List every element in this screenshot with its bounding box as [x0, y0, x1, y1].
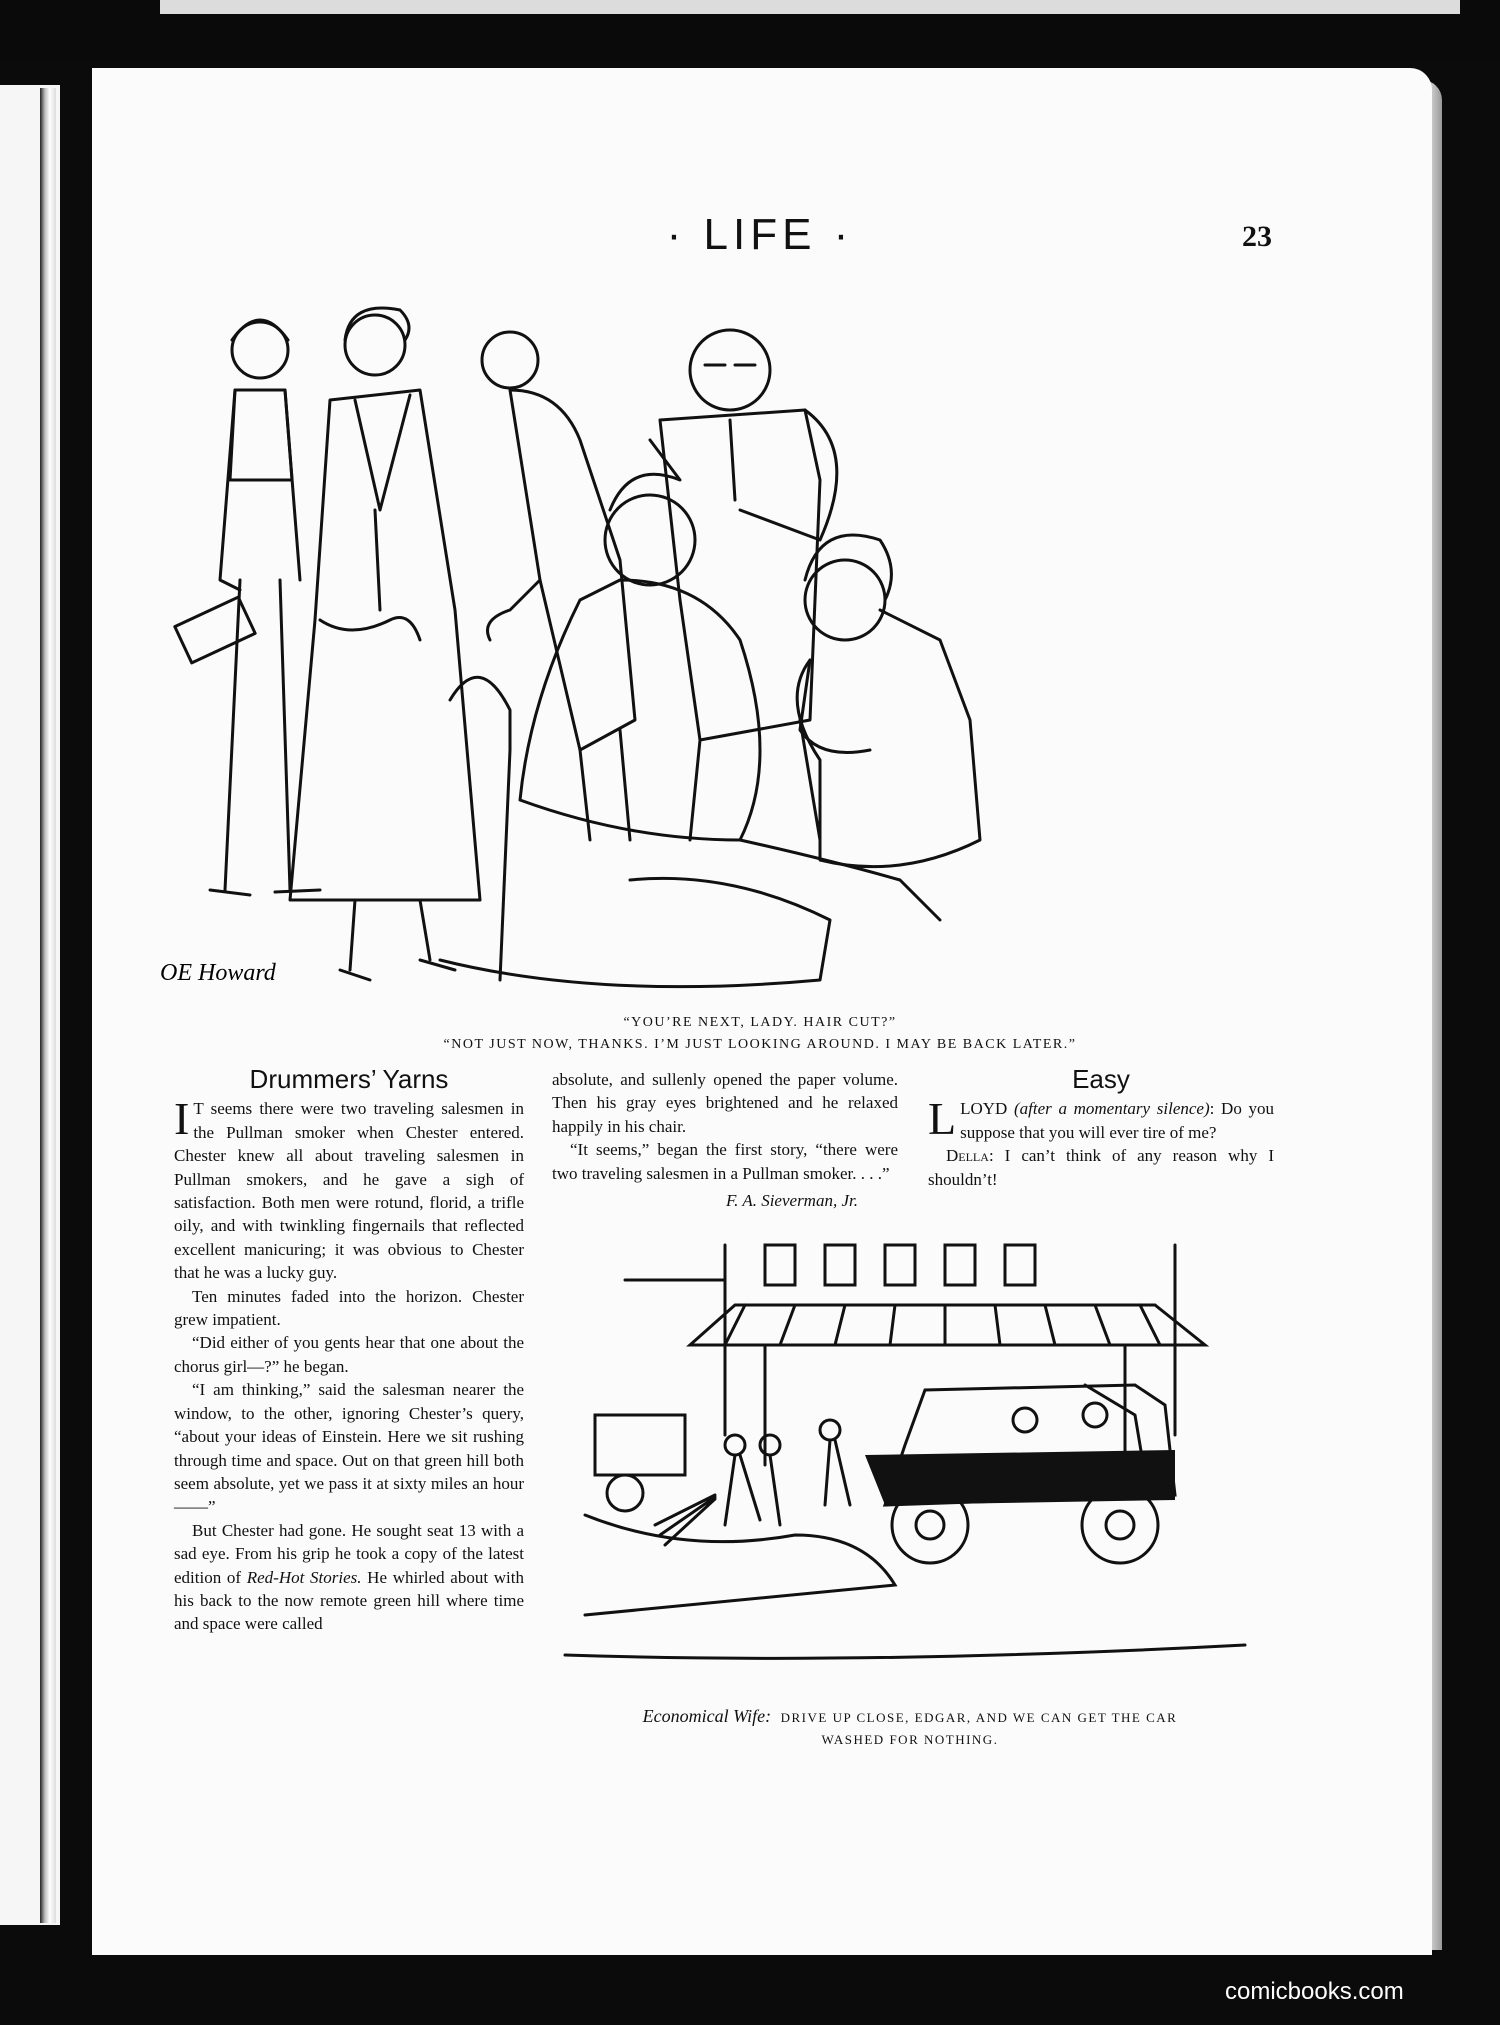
caption-line-1: “YOU’RE NEXT, LADY. HAIR CUT?” [623, 1015, 897, 1030]
story-paragraph-6: “It seems,” began the first story, “there were two traveling salesmen in a Pullman smoker. . . .” [552, 1140, 898, 1183]
story-column-2 [552, 1068, 898, 1212]
car-cartoon-caption [570, 1705, 1250, 1751]
cartoon-caption [330, 1012, 1190, 1056]
story-column-1 [174, 1064, 524, 1636]
story-paragraph-2: Ten minutes faded into the horizon. Chester grew impatient. [174, 1286, 524, 1330]
author-signature: F. A. Sieverman, Jr. [725, 1191, 858, 1211]
story-paragraph-1: T seems there were two traveling salesmen in the Pullman smoker when Chester entered. Chester knew all about traveling salesmen in Pullman smokers, and he gave a sigh of satisfaction. Both men were rotund, florid, a trifle oily, and with twinkling fingernails that reflected excellent manicuring; it was obvious to Chester that he was a lucky guy. [174, 1099, 524, 1283]
barber-shop-cartoon [160, 280, 1260, 1000]
stage-direction: (after a momentary silence) [1014, 1099, 1210, 1119]
caption-line-2: “NOT JUST NOW, THANKS. I’M JUST LOOKING AROUND. I MAY BE BACK LATER.” [443, 1037, 1077, 1052]
story-paragraph-5-a: But Chester had gone. He sought seat 13 with a sad eye. From his grip he took a copy of the latest edition of [174, 1520, 524, 1587]
artist-signature: OE Howard [160, 960, 276, 986]
page-number: 23 [1242, 220, 1272, 253]
della-line: I can’t think of any reason why I shouldn’t! [928, 1146, 1274, 1189]
story-paragraph-3: “Did either of you gents hear that one about the chorus girl—?” he began. [174, 1333, 524, 1376]
easy-column: Easy LLOYD (after a momentary silence): Do you suppose that you will ever tire of me? Della: I can’t think of any reason why I shouldn’t! [928, 1064, 1274, 1189]
story-paragraph-5-b: He whirled about with his back to the now remote green hill where time and space were called [174, 1567, 524, 1634]
car-caption-line-1: DRIVE UP CLOSE, EDGAR, AND WE CAN GET THE CAR [780, 1710, 1178, 1725]
car-caption-line-2: WASHED FOR NOTHING. [821, 1732, 999, 1747]
story-title: Drummers’ Yarns [249, 1064, 449, 1094]
book-spine [40, 88, 56, 1923]
magazine-title: Red-Hot Stories. [246, 1567, 362, 1587]
story-continuation: absolute, and sullenly opened the paper volume. Then his gray eyes brightened and he relaxed happily in his chair. [552, 1070, 898, 1136]
caption-speaker: Economical Wife: [642, 1706, 772, 1726]
speaker-lloyd: LOYD [960, 1099, 1008, 1119]
masthead: · LIFE · [666, 210, 854, 259]
car-wash-cartoon [565, 1235, 1265, 1685]
site-watermark: comicbooks.com [1225, 1978, 1404, 2005]
drop-cap: I [174, 1093, 190, 1145]
lloyd-line: Do you suppose that you will ever tire of me? [960, 1099, 1274, 1142]
story-paragraph-5 [174, 1519, 524, 1636]
speaker-della: Della [946, 1146, 989, 1166]
easy-title: Easy [1072, 1064, 1130, 1094]
easy-drop-cap: L [928, 1093, 957, 1145]
scan-top-edge [0, 0, 1500, 60]
story-paragraph-4: “I am thinking,” said the salesman nearer the window, to the other, ignoring Chester’s query, “about your ideas of Einstein. Here we sit rushing through time and space. Out on that green hill both seem absolute, yet we pass it at sixty miles an hour——” [174, 1380, 524, 1517]
